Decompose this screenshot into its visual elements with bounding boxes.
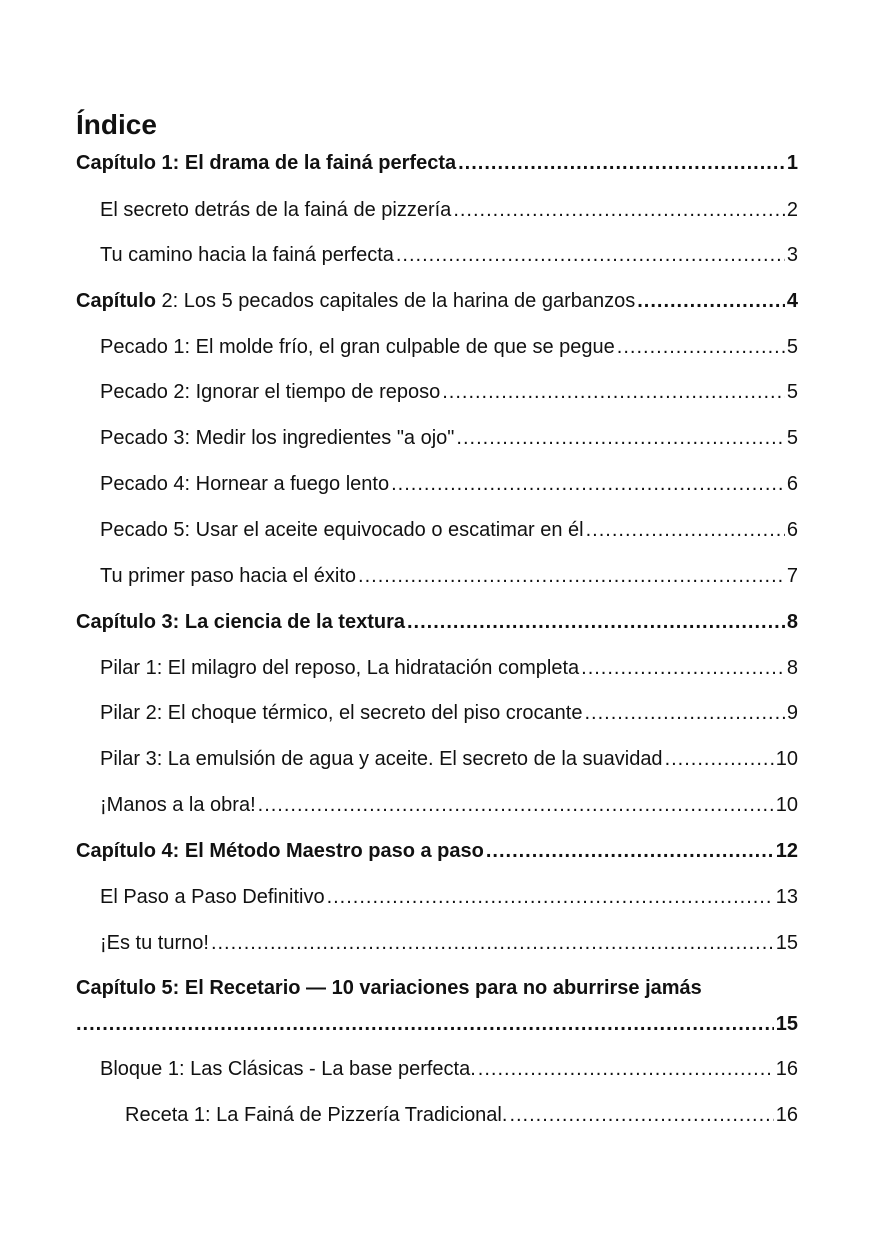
toc-entry[interactable] [100,930,798,956]
toc-entry-label: Receta 1: La Fainá de Pizzería Tradicional. [125,1104,508,1126]
toc-entry[interactable] [100,884,798,910]
toc-entry[interactable] [100,517,798,543]
toc-leader-dots [211,930,774,956]
toc-page-number: 15 [775,932,798,954]
toc-leader-dots [458,150,785,176]
toc-entry[interactable] [100,655,798,681]
toc-entry-chapter-1[interactable] [76,150,798,176]
toc-entry-label: Capítulo 1: El drama de la fainá perfecta [76,152,457,174]
toc-entry[interactable] [100,746,798,772]
toc-entry-label: Pilar 2: El choque térmico, el secreto del piso crocante [100,702,583,724]
toc-leader-dots [665,746,774,772]
toc-entry-label: Pilar 1: El milagro del reposo, La hidratación completa [100,657,580,679]
toc-page-number: 8 [786,657,798,679]
toc-entry[interactable] [100,1056,798,1082]
toc-page-number: 2 [786,199,798,221]
toc-page-number: 16 [775,1104,798,1126]
toc-leader-dots [581,655,785,681]
toc-entry[interactable] [100,197,798,223]
toc-entry-label: Pecado 4: Hornear a fuego lento [100,473,390,495]
toc-leader-dots [586,517,785,543]
toc-entry-label: Pecado 3: Medir los ingredientes "a ojo" [100,427,455,449]
toc-leader-dots [407,609,785,635]
toc-entry[interactable] [125,1102,798,1128]
toc-entry-label-rest: 2: Los 5 pecados capitales de la harina de garbanzos [156,290,636,312]
toc-page-number: 13 [775,886,798,908]
toc-entry-label: Capítulo 5: El Recetario — 10 variaciones para no aburrirse jamás [76,977,702,999]
toc-entry-label [76,288,635,314]
toc-leader-dots [456,425,784,451]
toc-page-number: 6 [786,473,798,495]
toc-page-number: 4 [786,290,798,312]
toc-page-number: 7 [786,565,798,587]
toc-page-number: 10 [775,748,798,770]
toc-entry-label: Pilar 3: La emulsión de agua y aceite. El secreto de la suavidad [100,748,663,770]
toc-leader-dots [391,471,785,497]
toc-leader-dots [486,838,774,864]
toc-entry[interactable] [100,471,798,497]
toc-leader-dots [76,1011,774,1037]
toc-entry-label: ¡Manos a la obra! [100,794,256,816]
toc-leader-dots [258,792,774,818]
toc-entry-label: ¡Es tu turno! [100,932,209,954]
toc-page-number: 3 [786,244,798,266]
toc-leader-dots [442,379,785,405]
toc-entry-label: Pecado 5: Usar el aceite equivocado o escatimar en él [100,519,584,541]
toc-entry-chapter-5[interactable] [76,975,798,1001]
toc-leader-dots [453,197,785,223]
toc-entry-label: Capítulo 4: El Método Maestro paso a paso [76,840,484,862]
toc-entry-label: Tu primer paso hacia el éxito [100,565,357,587]
toc-entry-chapter-3[interactable] [76,609,798,635]
toc-entry-chapter-5-leader[interactable] [76,1011,798,1037]
toc-page-number: 9 [786,702,798,724]
toc-leader-dots [637,288,785,314]
toc-entry-label: Bloque 1: Las Clásicas - La base perfecta. [100,1058,476,1080]
toc-leader-dots [478,1056,774,1082]
toc-entry-label-bold: Capítulo [76,290,156,312]
toc-entry-chapter-4[interactable] [76,838,798,864]
toc-leader-dots [509,1102,773,1128]
toc-page-number: 5 [786,381,798,403]
toc-page-number: 10 [775,794,798,816]
toc-page-number: 1 [786,152,798,174]
toc-page-number: 5 [786,336,798,358]
toc-page-number: 16 [775,1058,798,1080]
page-title: Índice [76,109,157,140]
toc-entry-label: Capítulo 3: La ciencia de la textura [76,611,405,633]
toc-entry[interactable] [100,379,798,405]
toc-entry-chapter-2[interactable] [76,288,798,314]
toc-entry[interactable] [100,563,798,589]
toc-entry-label: Tu camino hacia la fainá perfecta [100,244,394,266]
toc-page-number: 6 [786,519,798,541]
toc-page-number: 8 [786,611,798,633]
toc-leader-dots [396,242,785,268]
toc-leader-dots [584,700,784,726]
toc-page-number: 12 [775,840,798,862]
toc-page-number: 5 [786,427,798,449]
toc-entry[interactable] [100,792,798,818]
toc-leader-dots [327,884,774,910]
toc-leader-dots [358,563,785,589]
toc-entry-label: Pecado 2: Ignorar el tiempo de reposo [100,381,441,403]
toc-entry-label: El Paso a Paso Definitivo [100,886,325,908]
toc-entry[interactable] [100,334,798,360]
toc-entry[interactable] [100,425,798,451]
toc-entry[interactable] [100,242,798,268]
toc-entry[interactable] [100,700,798,726]
toc-entry-label: Pecado 1: El molde frío, el gran culpable de que se pegue [100,336,615,358]
toc-leader-dots [617,334,785,360]
toc-entry-label: El secreto detrás de la fainá de pizzería [100,199,452,221]
toc-page-number: 15 [775,1013,798,1035]
